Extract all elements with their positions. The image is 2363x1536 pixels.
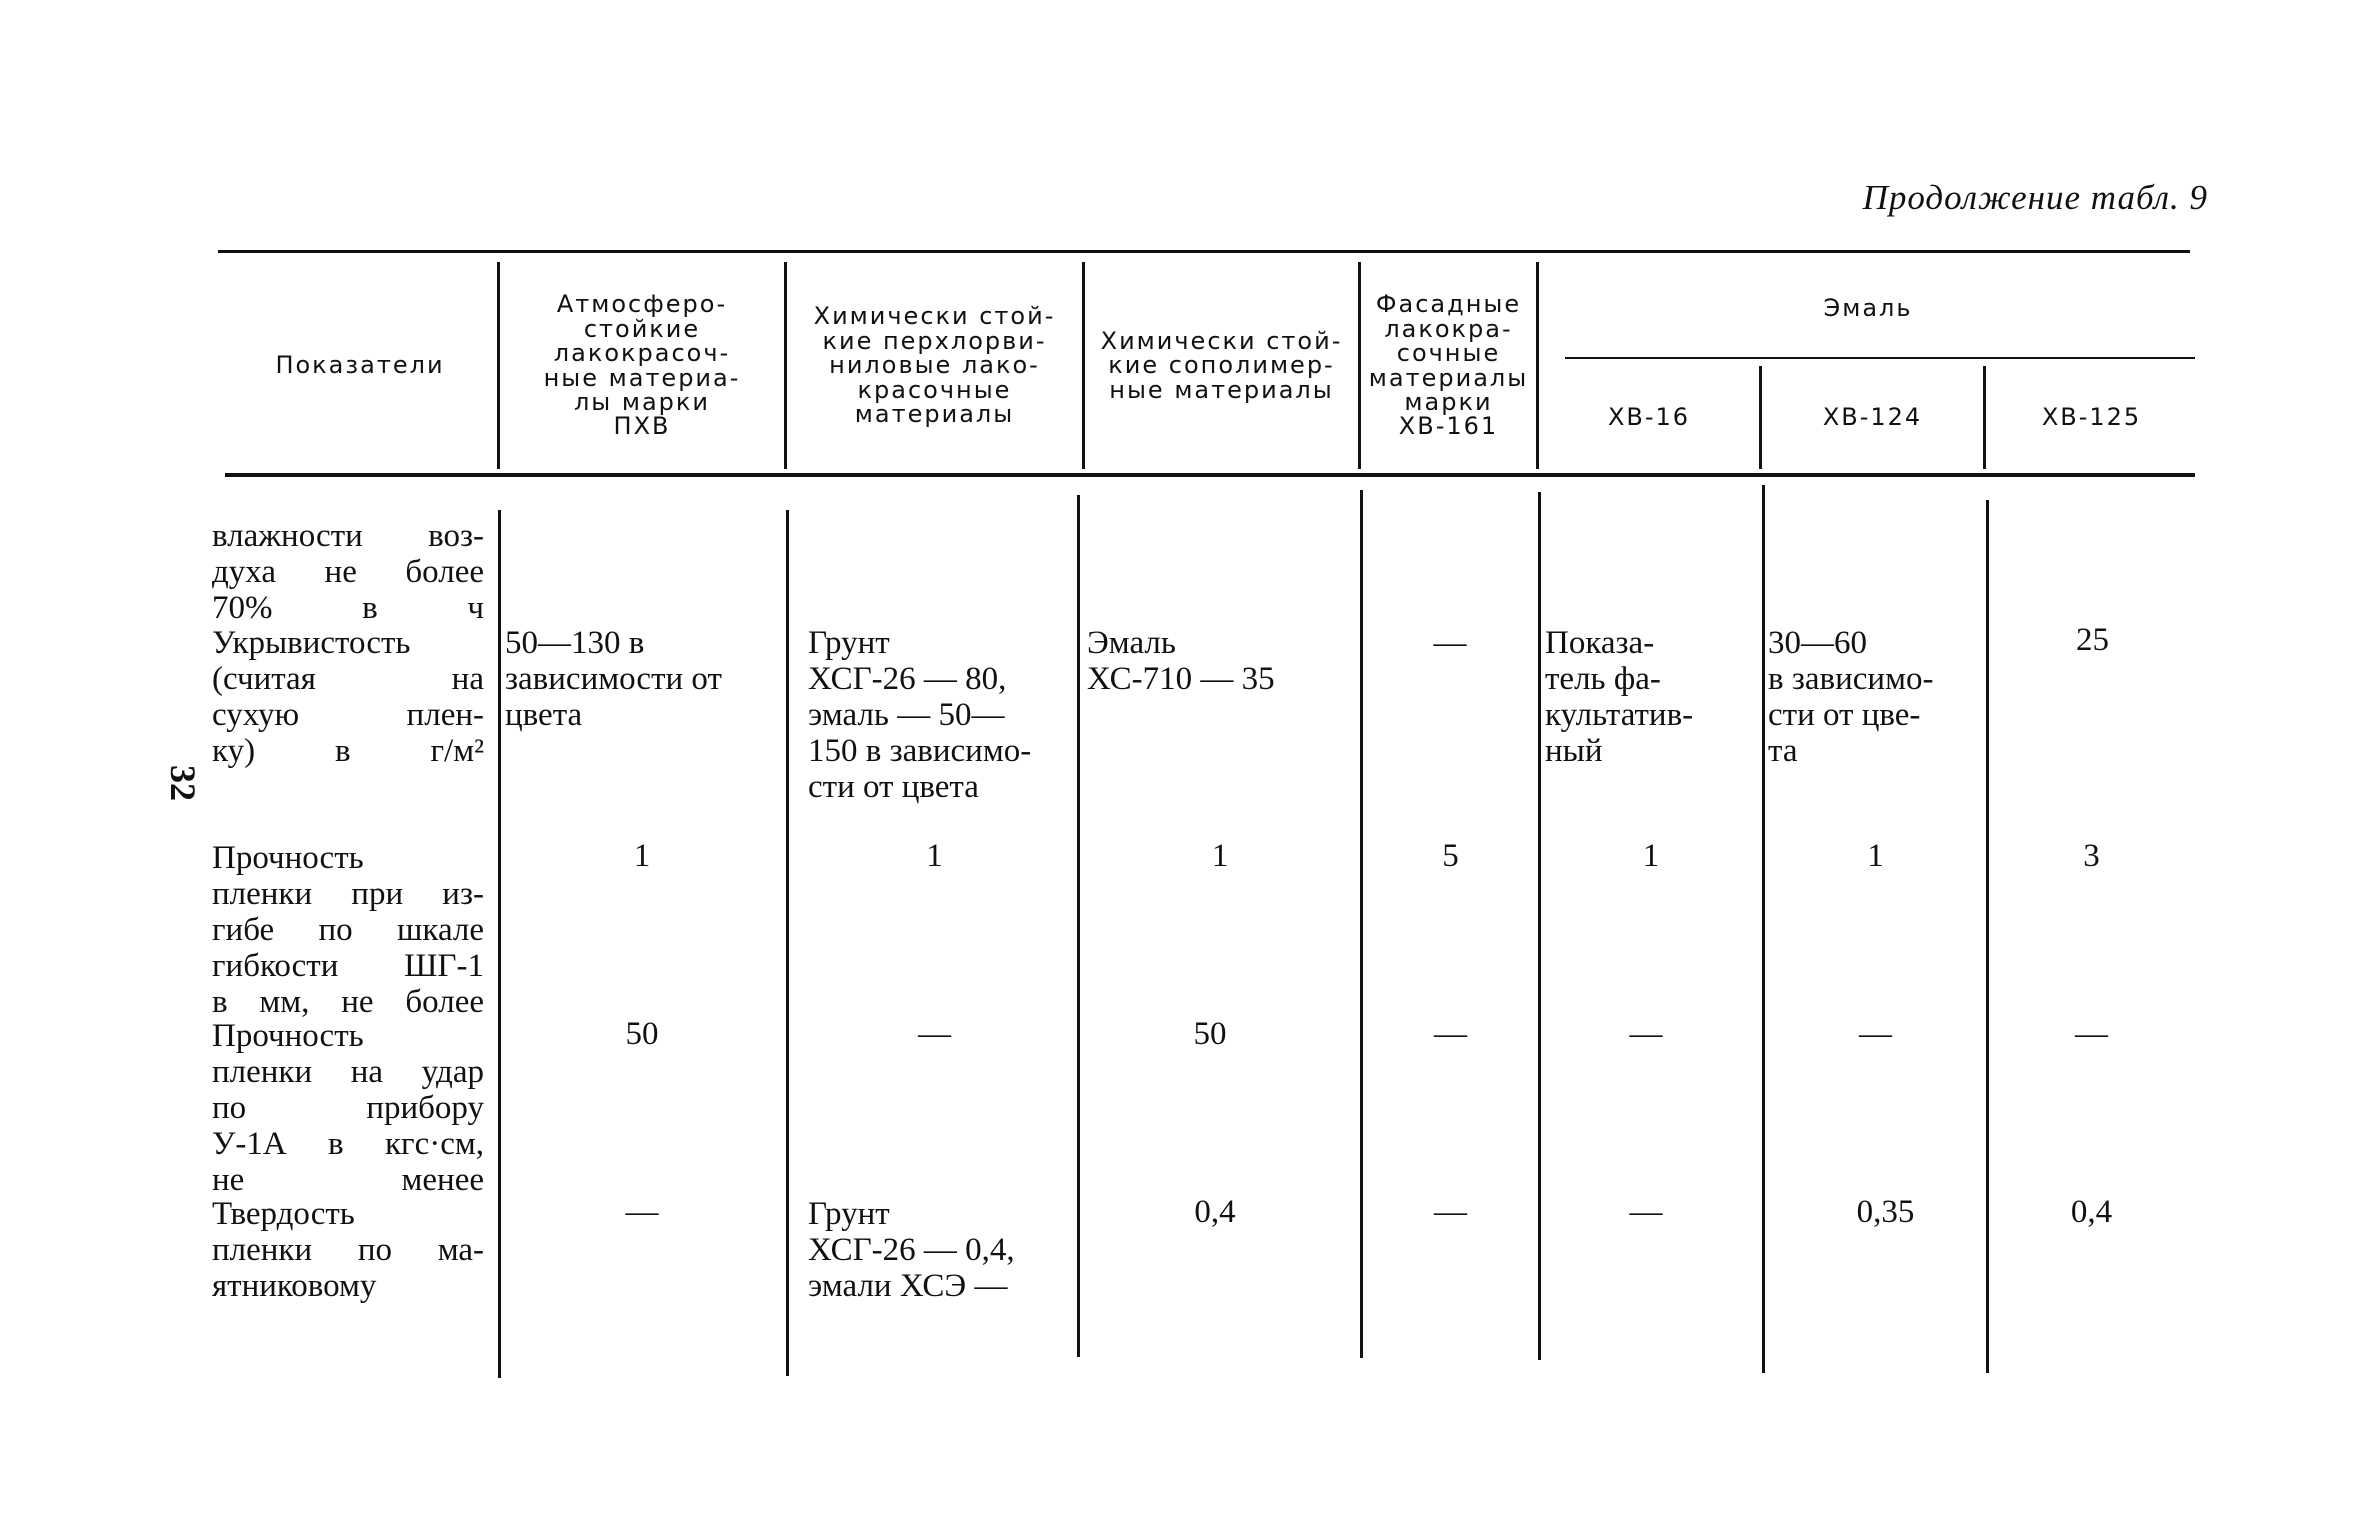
enamel-group-rule xyxy=(1565,357,2195,359)
header-divider xyxy=(784,262,787,469)
table-cell: 1 xyxy=(1642,838,1660,874)
body-divider xyxy=(1762,485,1765,1373)
table-cell: 50 xyxy=(1193,1016,1227,1052)
table-cell: — xyxy=(1629,1194,1663,1230)
header-divider xyxy=(1983,366,1986,469)
table-cell: 0,4 xyxy=(1194,1194,1236,1230)
table-caption: Продолжение табл. 9 xyxy=(1862,178,2208,217)
body-divider xyxy=(786,510,789,1376)
table-cell: 50 xyxy=(625,1016,659,1052)
table-cell: 50—130 в зависимости от цвета xyxy=(505,625,722,733)
table-cell: — xyxy=(2075,1016,2108,1052)
body-divider xyxy=(498,510,501,1378)
header-divider xyxy=(1082,262,1085,469)
body-divider xyxy=(1986,500,1989,1373)
header-facade: Фасадные лакокра- сочные материалы марки ХВ-161 xyxy=(1368,290,1529,441)
header-perchlor: Химически стой- кие перхлорви- ниловые лако- красочные материалы xyxy=(813,302,1056,429)
row-label: Укрывистость (считая на сухую плен- ку) в г/м² xyxy=(212,625,484,769)
page-number: 32 xyxy=(163,765,203,801)
table-cell: 25 xyxy=(2076,622,2109,658)
header-pxv: Атмосферо- стойкие лакокрасоч- ные материа- лы марки ПХВ xyxy=(543,290,741,441)
table-cell: Эмаль ХС-710 — 35 xyxy=(1087,625,1275,697)
table-cell: 0,4 xyxy=(2070,1194,2113,1230)
row-label: Прочность пленки на удар по прибору У-1А в кгс·см, не менее xyxy=(212,1018,484,1198)
row-label: влажности воз- духа не более 70% в ч xyxy=(212,518,484,626)
table-cell: — xyxy=(1434,1016,1467,1052)
table-cell: 30—60 в зависимо- сти от цве- та xyxy=(1768,625,1934,769)
header-divider xyxy=(1759,366,1762,469)
table-cell: Показа- тель фа- культатив- ный xyxy=(1545,625,1694,769)
header-copolymer: Химически стой- кие сополимер- ные материалы xyxy=(1100,326,1343,404)
table-cell: — xyxy=(1859,1016,1892,1052)
table-cell: 1 xyxy=(1211,838,1229,874)
table-cell: 1 xyxy=(633,838,651,874)
header-xb124: ХВ-124 xyxy=(1822,403,1923,432)
header-xb125: ХВ-125 xyxy=(2041,403,2142,432)
header-divider xyxy=(1536,262,1539,469)
table-cell: 1 xyxy=(926,838,943,874)
row-label: Прочность пленки при из- гибе по шкале гибкости ШГ-1 в мм, не более xyxy=(212,840,484,1020)
table-cell: Грунт ХСГ-26 — 0,4, эмали ХСЭ — xyxy=(808,1196,1015,1304)
header-divider xyxy=(1358,262,1361,469)
table-cell: — xyxy=(918,1016,951,1052)
header-enamel-group: Эмаль xyxy=(1823,293,1913,322)
table-top-rule xyxy=(218,250,2190,253)
table-cell: — xyxy=(1434,1194,1467,1230)
table-cell: 1 xyxy=(1867,838,1884,874)
table-cell: Грунт ХСГ-26 — 80, эмаль — 50— 150 в зависимо- сти от цвета xyxy=(808,625,1032,805)
header-xb16: ХВ-16 xyxy=(1607,403,1691,432)
table-cell: — xyxy=(1629,1016,1663,1052)
table-cell: — xyxy=(1433,625,1467,661)
table-cell: 0,35 xyxy=(1856,1194,1915,1230)
table-cell: 5 xyxy=(1442,838,1459,874)
row-label: Твердость пленки по ма- ятниковому xyxy=(212,1196,484,1304)
header-indicators: Показатели xyxy=(275,351,445,380)
header-bottom-rule xyxy=(225,473,2195,477)
header-divider xyxy=(497,262,500,469)
table-cell: 3 xyxy=(2083,838,2100,874)
table-cell: — xyxy=(625,1194,659,1230)
